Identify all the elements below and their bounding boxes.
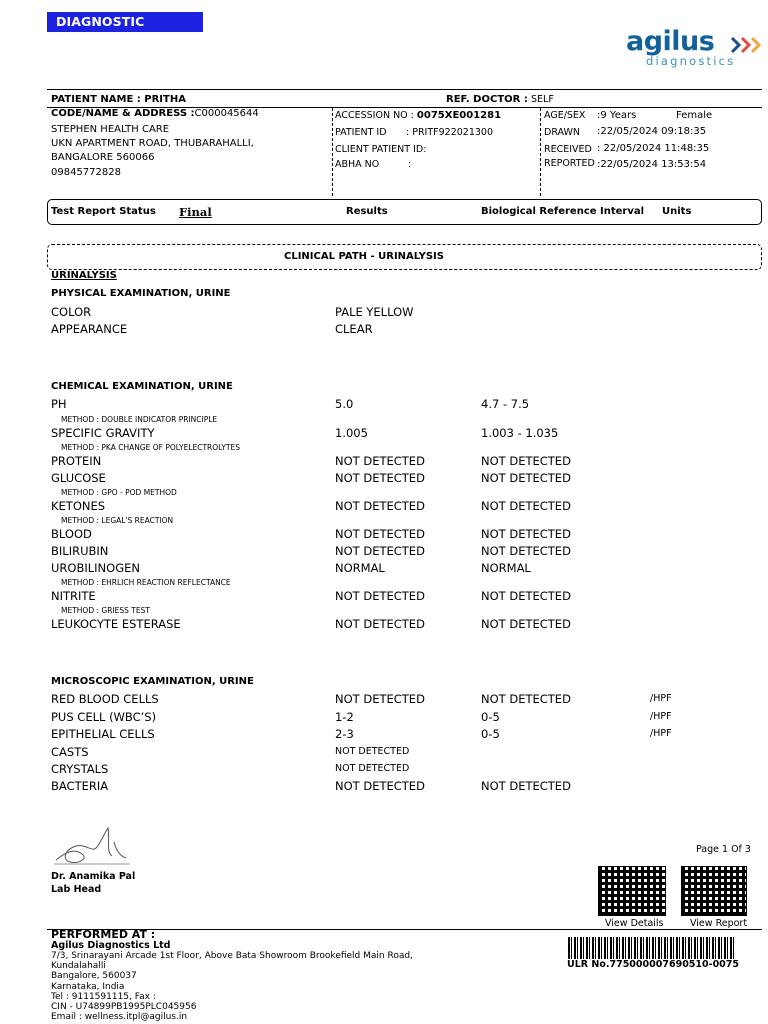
view-report-link[interactable]: View Report <box>690 918 748 929</box>
test-name: APPEARANCE <box>51 322 128 336</box>
test-name: PROTEIN <box>51 454 102 468</box>
microscopic-heading: MICROSCOPIC EXAMINATION, URINE <box>51 676 254 687</box>
reported-label: REPORTED <box>544 158 595 169</box>
test-unit: /HPF <box>650 711 672 722</box>
divider <box>540 108 541 196</box>
test-result: 2-3 <box>335 727 354 741</box>
test-name: SPECIFIC GRAVITY <box>51 426 155 440</box>
drawn-label: DRAWN <box>544 127 581 138</box>
view-details-qr[interactable] <box>598 866 666 916</box>
test-result: NOT DETECTED <box>335 746 410 757</box>
test-result: CLEAR <box>335 322 373 336</box>
sex: Female <box>676 110 713 121</box>
top-rule <box>47 89 762 90</box>
received: : 22/05/2024 11:48:35 <box>597 143 710 154</box>
view-report-qr[interactable] <box>681 866 747 916</box>
test-result: 1-2 <box>335 710 354 724</box>
ulr-number: ULR No.775000007690510-0075 <box>567 959 740 970</box>
test-name: GLUCOSE <box>51 471 106 485</box>
test-result: NOT DETECTED <box>335 544 425 558</box>
test-ref: NOT DETECTED <box>481 589 571 603</box>
client-patient-id-label: CLIENT PATIENT ID: <box>335 144 427 155</box>
reported: :22/05/2024 13:53:54 <box>597 159 707 170</box>
received-label: RECEIVED <box>544 144 592 155</box>
age-sex-label: AGE/SEX <box>544 110 586 121</box>
test-ref: 0-5 <box>481 710 500 724</box>
code-label: CODE/NAME & ADDRESS : <box>51 108 195 119</box>
abha-value: : <box>408 159 412 170</box>
test-unit: /HPF <box>650 728 672 739</box>
test-result: NOT DETECTED <box>335 692 425 706</box>
test-name: BILIRUBIN <box>51 544 109 558</box>
patient-name-row <box>51 94 186 105</box>
test-name: CASTS <box>51 745 89 759</box>
code-value: C000045644 <box>194 108 259 119</box>
report-banner: DIAGNOSTIC REPORT <box>47 12 203 32</box>
logo-sub: diagnostics <box>646 54 736 68</box>
test-ref: NOT DETECTED <box>481 471 571 485</box>
test-method: METHOD : GPO - POD METHOD <box>61 488 177 497</box>
test-ref: NOT DETECTED <box>481 454 571 468</box>
ref-doctor-label: REF. DOCTOR : <box>446 94 528 105</box>
logo-brand: agilus <box>626 26 715 57</box>
performed-company: Agilus Diagnostics Ltd <box>51 940 171 951</box>
test-ref: NOT DETECTED <box>481 692 571 706</box>
performed-line: 7/3, Srinarayani Arcade 1st Floor, Above Bata Showroom Brookefield Main Road, <box>51 951 413 961</box>
performed-line: CIN - U74899PB1995PLC045956 <box>51 1002 197 1013</box>
test-result: 1.005 <box>335 426 368 440</box>
performed-line: Tel : 9111591115, Fax : <box>51 991 156 1002</box>
test-result: NOT DETECTED <box>335 589 425 603</box>
status-value: Final <box>179 205 212 219</box>
test-name: BACTERIA <box>51 779 109 793</box>
test-result: NOT DETECTED <box>335 779 425 793</box>
test-result: NOT DETECTED <box>335 454 425 468</box>
test-result: 5.0 <box>335 397 354 411</box>
ref-doctor-row <box>446 94 554 105</box>
page-number: Page 1 Of 3 <box>696 844 751 855</box>
signature-image <box>52 822 132 870</box>
test-name: RED BLOOD CELLS <box>51 692 159 706</box>
test-name: BLOOD <box>51 527 92 541</box>
patient-id-label: PATIENT ID <box>335 127 387 138</box>
patient-id: : PRITF922021300 <box>406 127 494 138</box>
units-header: Units <box>662 206 692 217</box>
test-unit: /HPF <box>650 693 672 704</box>
test-ref: NOT DETECTED <box>481 499 571 513</box>
test-result: NOT DETECTED <box>335 527 425 541</box>
test-method: METHOD : GRIESS TEST <box>61 606 150 615</box>
divider <box>332 108 333 196</box>
test-ref: NOT DETECTED <box>481 779 571 793</box>
test-name: EPITHELIAL CELLS <box>51 727 155 741</box>
test-ref: NOT DETECTED <box>481 544 571 558</box>
patient-name: PRITHA <box>144 94 186 105</box>
test-ref: 1.003 - 1.035 <box>481 426 559 440</box>
performed-heading: PERFORMED AT : <box>51 928 156 941</box>
test-name: COLOR <box>51 305 92 319</box>
section-title: CLINICAL PATH - URINALYSIS <box>284 251 444 262</box>
accession-no: 0075XE001281 <box>416 110 502 121</box>
test-result: NOT DETECTED <box>335 471 425 485</box>
logo-arrows-icon <box>730 35 764 55</box>
performed-line: Karnataka, India <box>51 981 125 992</box>
abha-label: ABHA NO <box>335 159 380 170</box>
ulr-barcode <box>568 937 736 959</box>
address-block <box>51 123 254 180</box>
performed-address <box>51 951 413 1022</box>
accession-label: ACCESSION NO : <box>335 110 414 121</box>
doctor-title: Lab Head <box>51 884 102 895</box>
accession-row <box>335 110 501 121</box>
test-name: LEUKOCYTE ESTERASE <box>51 617 181 631</box>
test-name: KETONES <box>51 499 106 513</box>
physical-heading: PHYSICAL EXAMINATION, URINE <box>51 288 231 299</box>
test-ref: NOT DETECTED <box>481 617 571 631</box>
test-result: NORMAL <box>335 561 385 575</box>
test-method: METHOD : PKA CHANGE OF POLYELECTROLYTES <box>61 443 241 452</box>
test-name: PH <box>51 397 67 411</box>
test-ref: 4.7 - 7.5 <box>481 397 530 411</box>
status-label: Test Report Status <box>51 206 156 217</box>
test-name: UROBILINOGEN <box>51 561 140 575</box>
address-line: 09845772828 <box>51 166 121 178</box>
code-row <box>51 108 259 119</box>
performed-line: Kundalahalli <box>51 961 106 972</box>
test-ref: NORMAL <box>481 561 531 575</box>
chemical-heading: CHEMICAL EXAMINATION, URINE <box>51 381 233 392</box>
address-line: BANGALORE 560066 <box>51 152 155 164</box>
agilus-logo <box>626 28 735 67</box>
test-result: NOT DETECTED <box>335 499 425 513</box>
urinalysis-title: URINALYSIS <box>51 270 117 281</box>
test-name: PUS CELL (WBC’S) <box>51 710 157 724</box>
test-result: PALE YELLOW <box>335 305 414 319</box>
results-header: Results <box>346 206 388 217</box>
test-method: METHOD : EHRLICH REACTION REFLECTANCE <box>61 578 231 587</box>
test-name: CRYSTALS <box>51 762 109 776</box>
test-method: METHOD : DOUBLE INDICATOR PRINCIPLE <box>61 415 218 424</box>
test-method: METHOD : LEGAL'S REACTION <box>61 516 174 525</box>
performed-line: Email : wellness.itpl@agilus.in <box>51 1012 188 1023</box>
patient-name-label: PATIENT NAME : <box>51 94 141 105</box>
view-details-link[interactable]: View Details <box>605 918 664 929</box>
ref-doctor: SELF <box>531 94 554 105</box>
address-line: STEPHEN HEALTH CARE <box>51 124 170 135</box>
test-result: NOT DETECTED <box>335 617 425 631</box>
test-ref: 0-5 <box>481 727 500 741</box>
performed-line: Bangalore, 560037 <box>51 971 137 982</box>
doctor-name: Dr. Anamika Pal <box>51 871 136 882</box>
address-line: UKN APARTMENT ROAD, THUBARAHALLI, <box>51 138 254 150</box>
drawn: :22/05/2024 09:18:35 <box>597 126 707 137</box>
test-ref: NOT DETECTED <box>481 527 571 541</box>
test-result: NOT DETECTED <box>335 763 410 774</box>
bio-ref-header: Biological Reference Interval <box>481 206 645 217</box>
test-name: NITRITE <box>51 589 96 603</box>
age: :9 Years <box>597 110 637 121</box>
